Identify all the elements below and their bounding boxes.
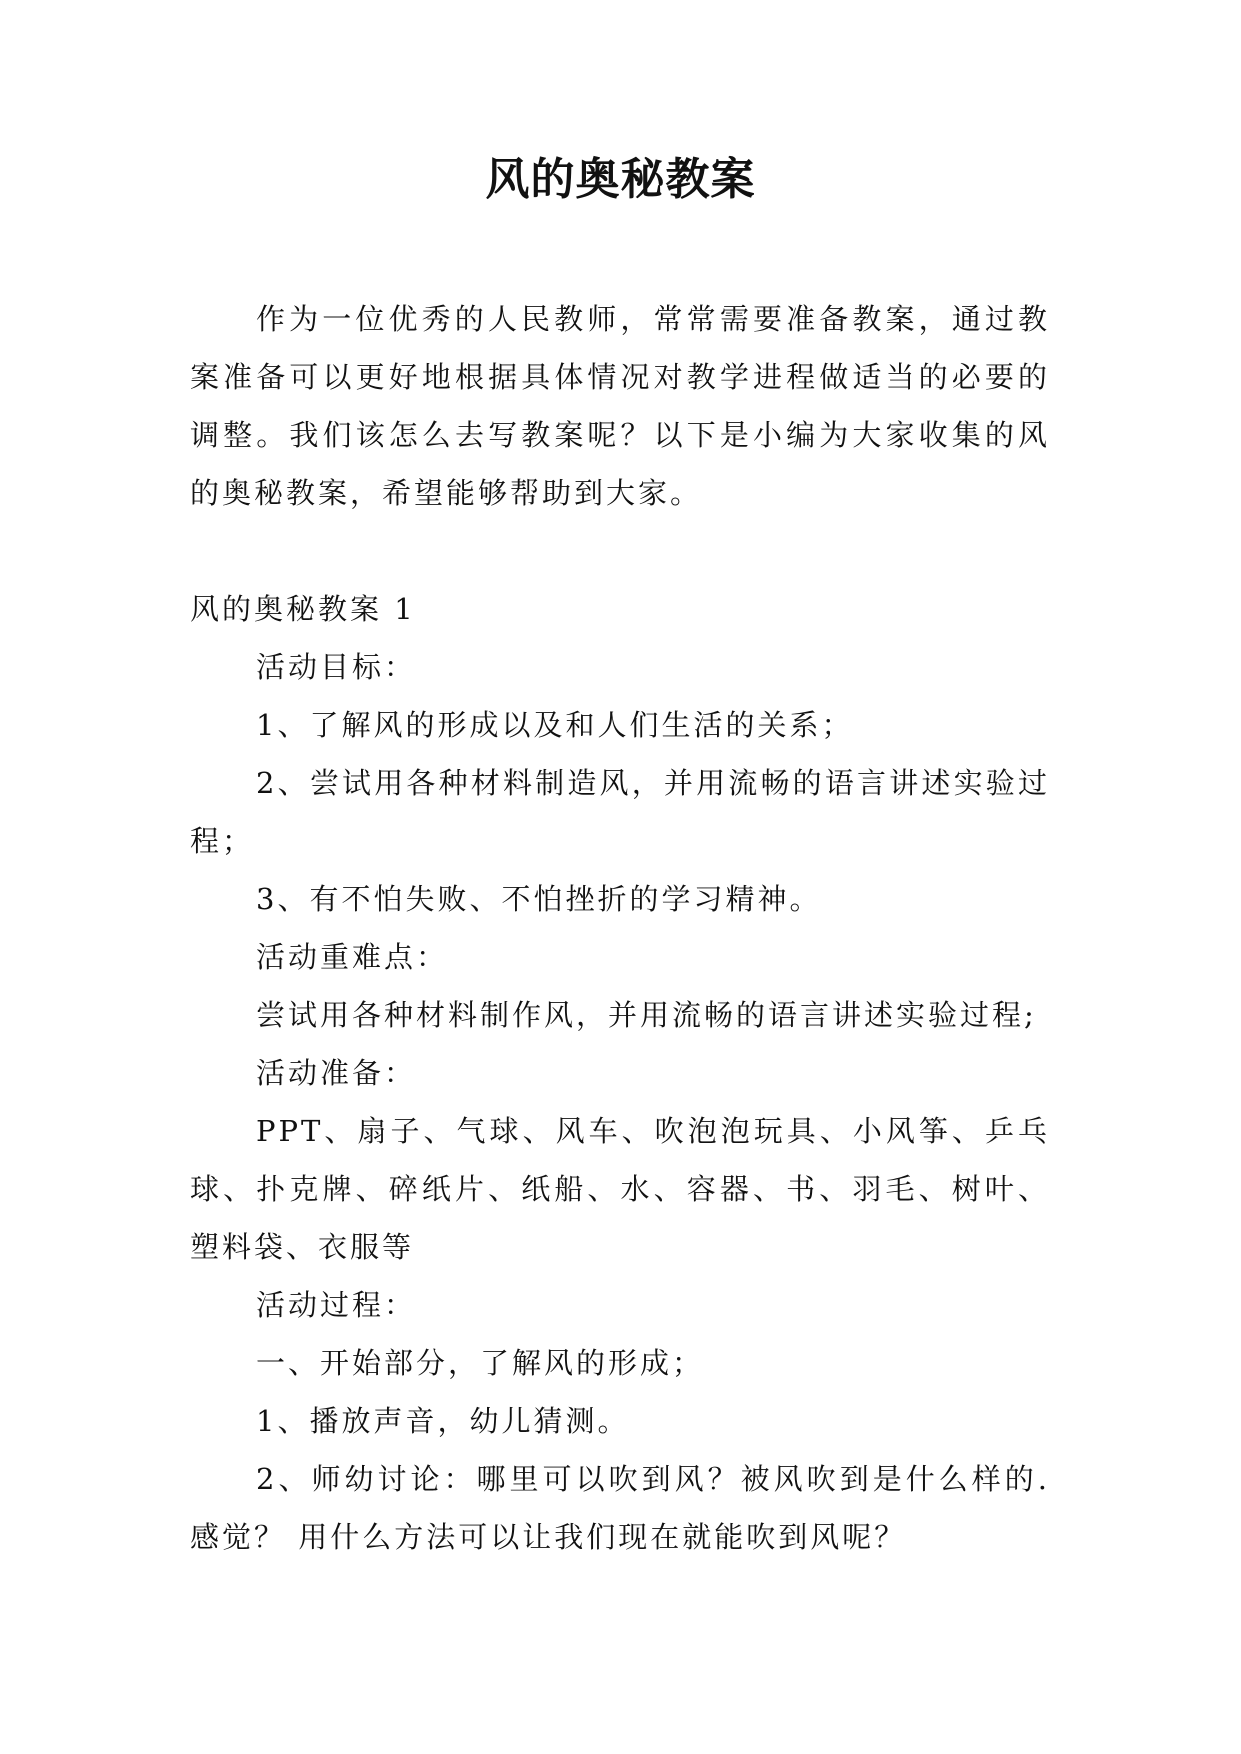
lesson-plan-section bbox=[190, 580, 1050, 1566]
intro-block bbox=[190, 290, 1050, 522]
activity-goals-label: 活动目标： bbox=[256, 650, 417, 684]
activity-prep-label: 活动准备： bbox=[256, 1056, 417, 1090]
goal-item-2: 2、尝试用各种材料制造风，并用流畅的语言讲述实验过程； bbox=[190, 766, 1050, 858]
activity-prep-materials: PPT、扇子、气球、风车、吹泡泡玩具、小风筝、乒乓球、扑克牌、碎纸片、纸船、水、容器、书、羽毛、树叶、塑料袋、衣服等 bbox=[190, 1114, 1050, 1264]
goal-item-1: 1、了解风的形成以及和人们生活的关系； bbox=[256, 708, 854, 742]
process-step-1: 1、播放声音，幼儿猜测。 bbox=[256, 1404, 630, 1438]
process-part-1: 一、开始部分，了解风的形成； bbox=[256, 1346, 705, 1380]
process-step-2: 2、师幼讨论：哪里可以吹到风？被风吹到是什么样的.感觉？ 用什么方法可以让我们现在就能吹到风呢？ bbox=[190, 1462, 1050, 1554]
goal-item-3: 3、有不怕失败、不怕挫折的学习精神。 bbox=[256, 882, 822, 916]
section-heading: 风的奥秘教案 1 bbox=[190, 592, 416, 626]
document-title: 风的奥秘教案 bbox=[485, 154, 756, 205]
intro-paragraph: 作为一位优秀的人民教师，常常需要准备教案，通过教案准备可以更好地根据具体情况对教学进程做适当的必要的调整。我们该怎么去写教案呢？以下是小编为大家收集的风的奥秘教案，希望能够帮助到大家。 bbox=[190, 302, 1050, 510]
key-difficulties-text: 尝试用各种材料制作风，并用流畅的语言讲述实验过程; bbox=[256, 998, 1037, 1032]
activity-process-label: 活动过程： bbox=[256, 1288, 417, 1322]
key-difficulties-label: 活动重难点： bbox=[256, 940, 449, 974]
